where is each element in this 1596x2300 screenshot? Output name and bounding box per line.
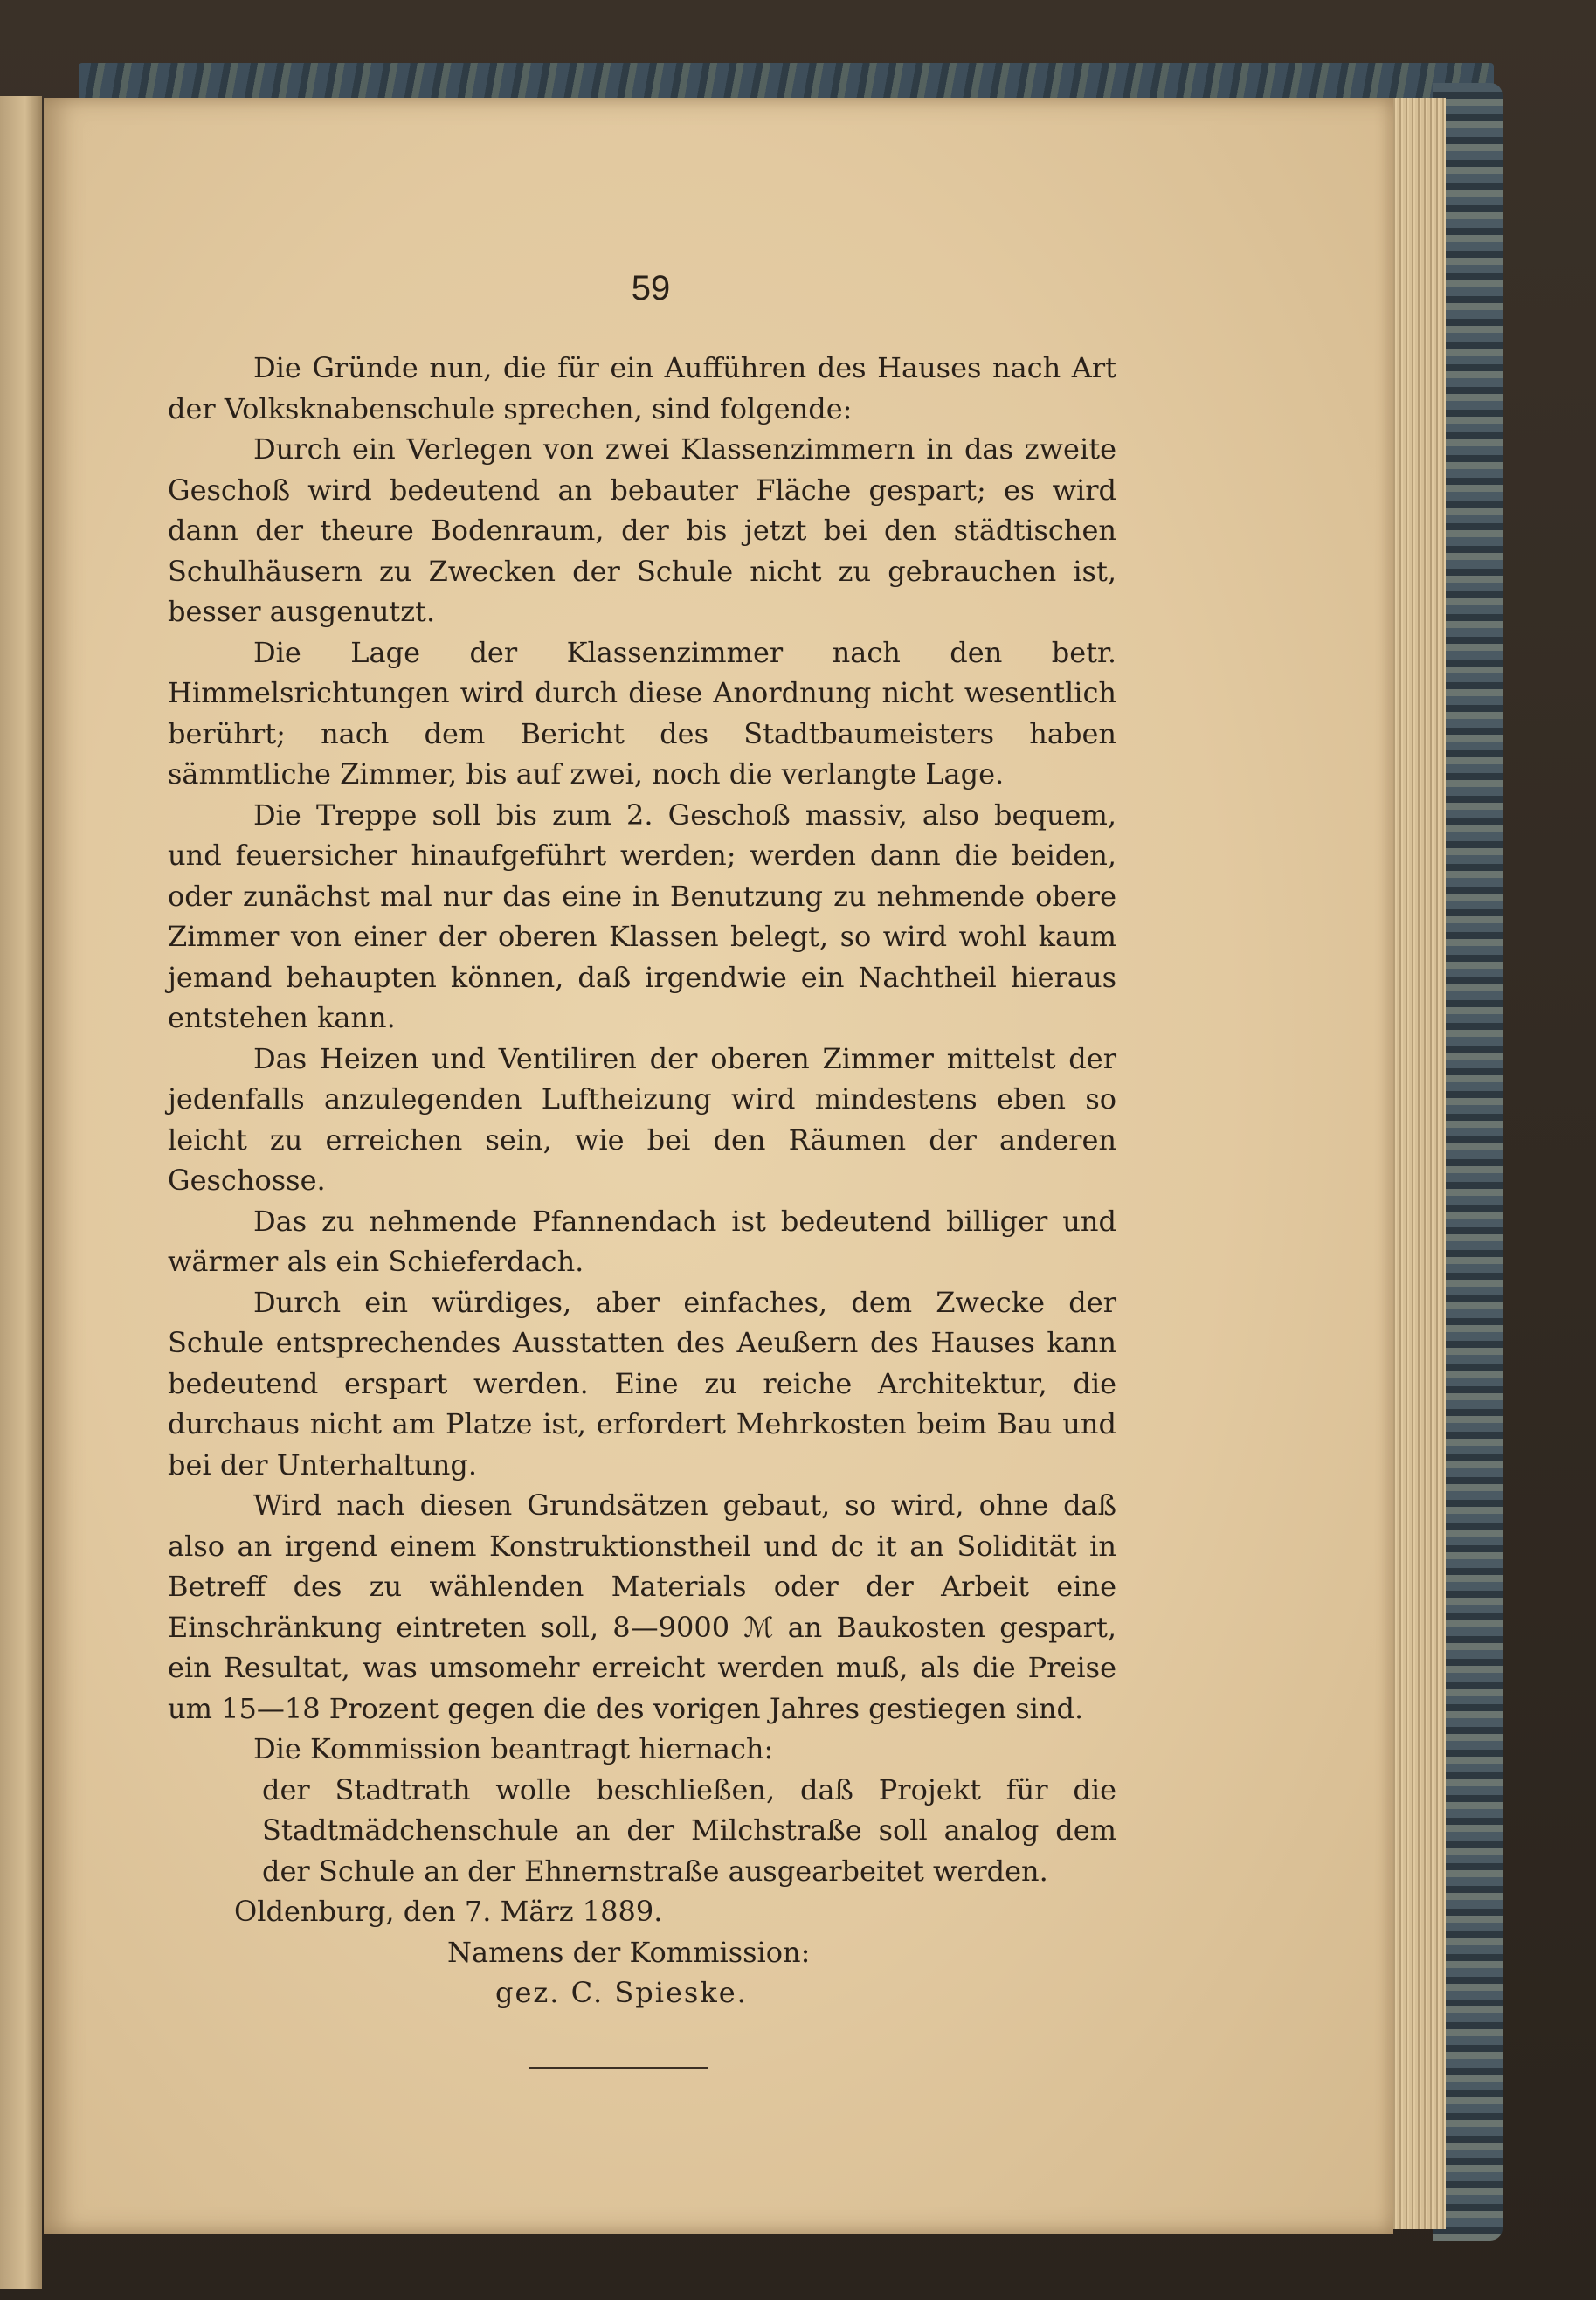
place-date: Oldenburg, den 7. März 1889.	[234, 1895, 663, 1928]
paragraph-staircase: Die Treppe soll bis zum 2. Geschoß massiv, also bequem, und feuersicher hinaufgeführt werden; werden dann die beiden, oder zunächst mal nur das eine in Benutzung zu nehmende obere Zimmer von einer der oberen Klassen belegt, so wird wohl kaum jemand behaupten können, daß irgendwie ein Nachtheil hieraus entstehen kann.	[168, 798, 1116, 1034]
signature-name: gez. C. Spieske.	[495, 1976, 748, 2009]
page-number: 59	[631, 269, 671, 307]
paragraph-orientation: Die Lage der Klassenzimmer nach den betr. Himmelsrichtungen wird durch diese Anordnung nicht wesentlich berührt; nach dem Bericht des Stadtbaumeisters haben sämmtliche Zimmer, bis auf zwei, noch die verlangte Lage.	[168, 635, 1116, 791]
paragraph-costs: Wird nach diesen Grundsätzen gebaut, so wird, ohne daß also an irgend einem Konstruktionstheil und dc it an Solidität in Betreff des zu wählenden Materials oder der Arbeit eine Einschränkung eintreten soll, 8—9000 ℳ an Baukosten gespart, ein Resultat, was umsomehr erreicht werden muß, als die Preise um 15—18 Prozent gegen die des vorigen Jahres gestiegen sind.	[168, 1488, 1116, 1725]
closing-rule	[529, 2067, 708, 2069]
paragraph-roof: Das zu nehmende Pfannendach ist bedeutend billiger und wärmer als ein Schieferdach.	[168, 1204, 1116, 1278]
signature-heading: Namens der Kommission:	[447, 1935, 811, 1969]
facing-page-edge	[0, 96, 42, 2289]
page-stack-edges	[1385, 98, 1446, 2229]
paragraph-floors: Durch ein Verlegen von zwei Klassenzimmern in das zweite Geschoß wird bedeutend an bebauter Fläche gespart; es wird dann der theure Bodenraum, der bis jetzt bei den städtischen Schulhäusern zu Zwecken der Schule nicht zu gebrauchen ist, besser ausgenutzt.	[168, 432, 1116, 628]
paragraph-facade: Durch ein würdiges, aber einfaches, dem Zwecke der Schule entsprechendes Ausstatten des Aeußern des Hauses kann bedeutend erspart werden. Eine zu reiche Architektur, die durchaus nicht am Platze ist, erfordert Mehrkosten beim Bau und bei der Unterhaltung.	[168, 1285, 1116, 1482]
resolution-text: der Stadtrath wolle beschließen, daß Projekt für die Stadtmädchenschule an der Milchstraße soll analog dem der Schule an der Ehnernstraße ausgearbeitet werden.	[262, 1772, 1116, 1888]
paragraph-heating: Das Heizen und Ventiliren der oberen Zimmer mittelst der jedenfalls anzulegenden Luftheizung wird mindestens eben so leicht zu erreichen sein, wie bei den Räumen der anderen Geschosse.	[168, 1041, 1116, 1197]
paragraph-intro: Die Gründe nun, die für ein Aufführen des Hauses nach Art der Volksknabenschule sprechen, sind folgende:	[168, 351, 1116, 425]
page-text	[168, 348, 1116, 2013]
paragraph-commission: Die Kommission beantragt hiernach:	[253, 1732, 774, 1765]
